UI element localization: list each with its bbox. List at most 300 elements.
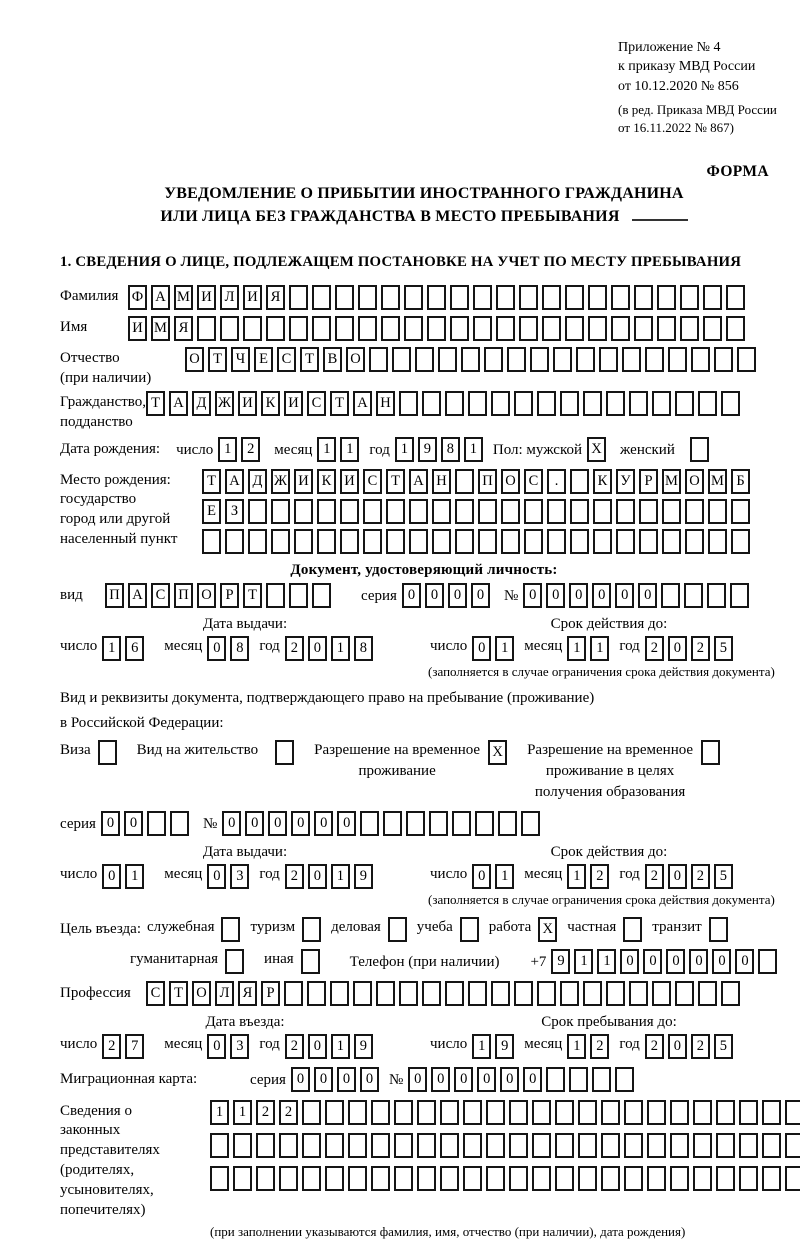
- char-cell[interactable]: 1: [125, 864, 144, 889]
- char-cell[interactable]: [358, 316, 377, 341]
- char-cell[interactable]: [553, 347, 572, 372]
- char-cell[interactable]: 1: [472, 1034, 491, 1059]
- char-cell[interactable]: [417, 1133, 436, 1158]
- char-cell[interactable]: Я: [174, 316, 193, 341]
- checkbox-cell[interactable]: [221, 917, 240, 942]
- char-cell[interactable]: 0: [102, 864, 121, 889]
- char-cell[interactable]: 5: [714, 1034, 733, 1059]
- char-cell[interactable]: [524, 529, 543, 554]
- char-cell[interactable]: [662, 529, 681, 554]
- char-cell[interactable]: 0: [471, 583, 490, 608]
- char-cell[interactable]: [693, 1166, 712, 1191]
- char-cell[interactable]: [703, 316, 722, 341]
- char-cell[interactable]: [475, 811, 494, 836]
- char-cell[interactable]: Т: [146, 391, 165, 416]
- checkbox-cell[interactable]: [302, 917, 321, 942]
- char-cell[interactable]: [371, 1100, 390, 1125]
- char-cell[interactable]: [657, 316, 676, 341]
- char-cell[interactable]: Я: [266, 285, 285, 310]
- char-cell[interactable]: [716, 1166, 735, 1191]
- char-cell[interactable]: [422, 391, 441, 416]
- char-cell[interactable]: 0: [546, 583, 565, 608]
- char-cell[interactable]: Н: [432, 469, 451, 494]
- char-cell[interactable]: 1: [331, 636, 350, 661]
- char-cell[interactable]: Ж: [215, 391, 234, 416]
- char-cell[interactable]: [325, 1100, 344, 1125]
- char-cell[interactable]: [588, 316, 607, 341]
- char-cell[interactable]: [473, 316, 492, 341]
- char-cell[interactable]: [256, 1166, 275, 1191]
- char-cell[interactable]: [248, 529, 267, 554]
- char-cell[interactable]: [406, 811, 425, 836]
- char-cell[interactable]: [279, 1133, 298, 1158]
- char-cell[interactable]: [703, 285, 722, 310]
- char-cell[interactable]: [392, 347, 411, 372]
- char-cell[interactable]: 9: [418, 437, 437, 462]
- checkbox-cell[interactable]: [690, 437, 709, 462]
- checkbox-cell[interactable]: [709, 917, 728, 942]
- char-cell[interactable]: [427, 285, 446, 310]
- char-cell[interactable]: [445, 981, 464, 1006]
- char-cell[interactable]: [450, 316, 469, 341]
- char-cell[interactable]: [478, 499, 497, 524]
- char-cell[interactable]: [555, 1133, 574, 1158]
- char-cell[interactable]: [256, 1133, 275, 1158]
- char-cell[interactable]: [440, 1133, 459, 1158]
- checkbox-cell[interactable]: [623, 917, 642, 942]
- char-cell[interactable]: [147, 811, 166, 836]
- char-cell[interactable]: 1: [590, 636, 609, 661]
- char-cell[interactable]: 0: [523, 583, 542, 608]
- char-cell[interactable]: Т: [169, 981, 188, 1006]
- char-cell[interactable]: 1: [395, 437, 414, 462]
- char-cell[interactable]: [537, 981, 556, 1006]
- char-cell[interactable]: [521, 811, 540, 836]
- checkbox-cell[interactable]: [460, 917, 479, 942]
- char-cell[interactable]: [394, 1100, 413, 1125]
- char-cell[interactable]: [210, 1166, 229, 1191]
- char-cell[interactable]: [289, 285, 308, 310]
- char-cell[interactable]: [530, 347, 549, 372]
- char-cell[interactable]: 6: [125, 636, 144, 661]
- char-cell[interactable]: [340, 529, 359, 554]
- char-cell[interactable]: [371, 1133, 390, 1158]
- char-cell[interactable]: 0: [222, 811, 241, 836]
- char-cell[interactable]: [404, 316, 423, 341]
- char-cell[interactable]: 9: [354, 864, 373, 889]
- char-cell[interactable]: И: [284, 391, 303, 416]
- char-cell[interactable]: О: [346, 347, 365, 372]
- char-cell[interactable]: [670, 1133, 689, 1158]
- char-cell[interactable]: 8: [230, 636, 249, 661]
- char-cell[interactable]: [708, 499, 727, 524]
- char-cell[interactable]: И: [294, 469, 313, 494]
- char-cell[interactable]: [455, 499, 474, 524]
- char-cell[interactable]: [468, 981, 487, 1006]
- char-cell[interactable]: [645, 347, 664, 372]
- char-cell[interactable]: 9: [495, 1034, 514, 1059]
- char-cell[interactable]: Е: [202, 499, 221, 524]
- char-cell[interactable]: [785, 1133, 800, 1158]
- char-cell[interactable]: [731, 529, 750, 554]
- char-cell[interactable]: [463, 1133, 482, 1158]
- char-cell[interactable]: [698, 391, 717, 416]
- char-cell[interactable]: И: [340, 469, 359, 494]
- char-cell[interactable]: [739, 1133, 758, 1158]
- char-cell[interactable]: [624, 1166, 643, 1191]
- char-cell[interactable]: [565, 285, 584, 310]
- char-cell[interactable]: [371, 1166, 390, 1191]
- char-cell[interactable]: А: [353, 391, 372, 416]
- char-cell[interactable]: [279, 1166, 298, 1191]
- char-cell[interactable]: [461, 347, 480, 372]
- char-cell[interactable]: [685, 499, 704, 524]
- char-cell[interactable]: 1: [317, 437, 336, 462]
- char-cell[interactable]: 0: [308, 1034, 327, 1059]
- char-cell[interactable]: [417, 1166, 436, 1191]
- char-cell[interactable]: 7: [125, 1034, 144, 1059]
- char-cell[interactable]: [739, 1166, 758, 1191]
- char-cell[interactable]: 3: [230, 1034, 249, 1059]
- char-cell[interactable]: [335, 285, 354, 310]
- char-cell[interactable]: [616, 499, 635, 524]
- char-cell[interactable]: [404, 285, 423, 310]
- char-cell[interactable]: [555, 1166, 574, 1191]
- char-cell[interactable]: 2: [590, 864, 609, 889]
- char-cell[interactable]: [353, 981, 372, 1006]
- char-cell[interactable]: [478, 529, 497, 554]
- char-cell[interactable]: [662, 499, 681, 524]
- char-cell[interactable]: 2: [645, 636, 664, 661]
- char-cell[interactable]: [468, 391, 487, 416]
- char-cell[interactable]: [486, 1166, 505, 1191]
- char-cell[interactable]: 0: [569, 583, 588, 608]
- char-cell[interactable]: Ж: [271, 469, 290, 494]
- char-cell[interactable]: [624, 1133, 643, 1158]
- char-cell[interactable]: [622, 347, 641, 372]
- char-cell[interactable]: [514, 391, 533, 416]
- checkbox-cell[interactable]: [388, 917, 407, 942]
- char-cell[interactable]: 0: [500, 1067, 519, 1092]
- char-cell[interactable]: [317, 529, 336, 554]
- char-cell[interactable]: 0: [472, 636, 491, 661]
- char-cell[interactable]: Л: [220, 285, 239, 310]
- char-cell[interactable]: 0: [666, 949, 685, 974]
- char-cell[interactable]: Е: [254, 347, 273, 372]
- char-cell[interactable]: [639, 529, 658, 554]
- char-cell[interactable]: [560, 391, 579, 416]
- char-cell[interactable]: [647, 1100, 666, 1125]
- char-cell[interactable]: [691, 347, 710, 372]
- char-cell[interactable]: [570, 469, 589, 494]
- char-cell[interactable]: [652, 981, 671, 1006]
- char-cell[interactable]: 0: [643, 949, 662, 974]
- char-cell[interactable]: [496, 316, 515, 341]
- char-cell[interactable]: [721, 391, 740, 416]
- char-cell[interactable]: О: [501, 469, 520, 494]
- char-cell[interactable]: [233, 1166, 252, 1191]
- char-cell[interactable]: [325, 1133, 344, 1158]
- char-cell[interactable]: 0: [337, 1067, 356, 1092]
- char-cell[interactable]: 0: [101, 811, 120, 836]
- char-cell[interactable]: [294, 499, 313, 524]
- char-cell[interactable]: [386, 499, 405, 524]
- char-cell[interactable]: 8: [354, 636, 373, 661]
- char-cell[interactable]: [593, 499, 612, 524]
- char-cell[interactable]: П: [478, 469, 497, 494]
- char-cell[interactable]: [652, 391, 671, 416]
- char-cell[interactable]: [537, 391, 556, 416]
- char-cell[interactable]: .: [547, 469, 566, 494]
- checkbox-cell[interactable]: X: [538, 917, 557, 942]
- char-cell[interactable]: 0: [408, 1067, 427, 1092]
- char-cell[interactable]: [758, 949, 777, 974]
- char-cell[interactable]: [383, 811, 402, 836]
- char-cell[interactable]: [501, 499, 520, 524]
- char-cell[interactable]: [170, 811, 189, 836]
- char-cell[interactable]: [675, 391, 694, 416]
- char-cell[interactable]: [330, 981, 349, 1006]
- char-cell[interactable]: Я: [238, 981, 257, 1006]
- char-cell[interactable]: 0: [523, 1067, 542, 1092]
- char-cell[interactable]: [486, 1100, 505, 1125]
- char-cell[interactable]: 1: [495, 864, 514, 889]
- char-cell[interactable]: [381, 316, 400, 341]
- char-cell[interactable]: Д: [248, 469, 267, 494]
- char-cell[interactable]: [599, 347, 618, 372]
- char-cell[interactable]: [399, 391, 418, 416]
- char-cell[interactable]: С: [524, 469, 543, 494]
- char-cell[interactable]: [657, 285, 676, 310]
- char-cell[interactable]: [220, 316, 239, 341]
- char-cell[interactable]: [496, 285, 515, 310]
- char-cell[interactable]: Р: [261, 981, 280, 1006]
- char-cell[interactable]: 0: [314, 1067, 333, 1092]
- char-cell[interactable]: [624, 1100, 643, 1125]
- char-cell[interactable]: [593, 529, 612, 554]
- char-cell[interactable]: [565, 316, 584, 341]
- char-cell[interactable]: [519, 285, 538, 310]
- char-cell[interactable]: [317, 499, 336, 524]
- char-cell[interactable]: [634, 285, 653, 310]
- char-cell[interactable]: [432, 529, 451, 554]
- char-cell[interactable]: И: [243, 285, 262, 310]
- char-cell[interactable]: К: [593, 469, 612, 494]
- char-cell[interactable]: [698, 981, 717, 1006]
- char-cell[interactable]: [348, 1166, 367, 1191]
- char-cell[interactable]: 9: [551, 949, 570, 974]
- char-cell[interactable]: Б: [731, 469, 750, 494]
- char-cell[interactable]: [455, 469, 474, 494]
- char-cell[interactable]: 2: [645, 1034, 664, 1059]
- char-cell[interactable]: 0: [245, 811, 264, 836]
- char-cell[interactable]: [369, 347, 388, 372]
- char-cell[interactable]: [647, 1133, 666, 1158]
- char-cell[interactable]: 1: [464, 437, 483, 462]
- char-cell[interactable]: 0: [314, 811, 333, 836]
- char-cell[interactable]: [519, 316, 538, 341]
- char-cell[interactable]: 8: [441, 437, 460, 462]
- char-cell[interactable]: [578, 1100, 597, 1125]
- char-cell[interactable]: [570, 499, 589, 524]
- char-cell[interactable]: [432, 499, 451, 524]
- char-cell[interactable]: [647, 1166, 666, 1191]
- char-cell[interactable]: О: [185, 347, 204, 372]
- char-cell[interactable]: [532, 1166, 551, 1191]
- char-cell[interactable]: [455, 529, 474, 554]
- char-cell[interactable]: 2: [102, 1034, 121, 1059]
- char-cell[interactable]: О: [197, 583, 216, 608]
- char-cell[interactable]: [606, 391, 625, 416]
- char-cell[interactable]: [197, 316, 216, 341]
- char-cell[interactable]: [417, 1100, 436, 1125]
- char-cell[interactable]: [546, 1067, 565, 1092]
- char-cell[interactable]: [670, 1166, 689, 1191]
- checkbox-cell[interactable]: [225, 949, 244, 974]
- char-cell[interactable]: 1: [567, 1034, 586, 1059]
- char-cell[interactable]: [693, 1100, 712, 1125]
- char-cell[interactable]: 2: [285, 1034, 304, 1059]
- char-cell[interactable]: [542, 285, 561, 310]
- char-cell[interactable]: 2: [590, 1034, 609, 1059]
- char-cell[interactable]: [358, 285, 377, 310]
- checkbox-cell[interactable]: [98, 740, 117, 765]
- char-cell[interactable]: [266, 583, 285, 608]
- char-cell[interactable]: 2: [241, 437, 260, 462]
- char-cell[interactable]: 0: [207, 864, 226, 889]
- char-cell[interactable]: [386, 529, 405, 554]
- char-cell[interactable]: 1: [331, 1034, 350, 1059]
- char-cell[interactable]: [294, 529, 313, 554]
- char-cell[interactable]: [415, 347, 434, 372]
- char-cell[interactable]: 0: [207, 636, 226, 661]
- char-cell[interactable]: 2: [645, 864, 664, 889]
- char-cell[interactable]: [532, 1100, 551, 1125]
- char-cell[interactable]: С: [277, 347, 296, 372]
- checkbox-cell[interactable]: [701, 740, 720, 765]
- char-cell[interactable]: [307, 981, 326, 1006]
- char-cell[interactable]: 0: [735, 949, 754, 974]
- char-cell[interactable]: А: [151, 285, 170, 310]
- char-cell[interactable]: [684, 583, 703, 608]
- char-cell[interactable]: А: [409, 469, 428, 494]
- char-cell[interactable]: [560, 981, 579, 1006]
- char-cell[interactable]: В: [323, 347, 342, 372]
- char-cell[interactable]: [578, 1133, 597, 1158]
- char-cell[interactable]: М: [151, 316, 170, 341]
- char-cell[interactable]: А: [169, 391, 188, 416]
- char-cell[interactable]: 0: [425, 583, 444, 608]
- char-cell[interactable]: [547, 499, 566, 524]
- char-cell[interactable]: [450, 285, 469, 310]
- char-cell[interactable]: [514, 981, 533, 1006]
- char-cell[interactable]: [381, 285, 400, 310]
- char-cell[interactable]: [675, 981, 694, 1006]
- char-cell[interactable]: 0: [124, 811, 143, 836]
- char-cell[interactable]: 0: [308, 864, 327, 889]
- char-cell[interactable]: [312, 316, 331, 341]
- char-cell[interactable]: З: [225, 499, 244, 524]
- char-cell[interactable]: [409, 529, 428, 554]
- char-cell[interactable]: [463, 1100, 482, 1125]
- char-cell[interactable]: К: [317, 469, 336, 494]
- char-cell[interactable]: 0: [477, 1067, 496, 1092]
- char-cell[interactable]: 2: [691, 864, 710, 889]
- char-cell[interactable]: [473, 285, 492, 310]
- char-cell[interactable]: [452, 811, 471, 836]
- char-cell[interactable]: 1: [210, 1100, 229, 1125]
- char-cell[interactable]: 1: [495, 636, 514, 661]
- char-cell[interactable]: [606, 981, 625, 1006]
- char-cell[interactable]: [335, 316, 354, 341]
- char-cell[interactable]: [661, 583, 680, 608]
- char-cell[interactable]: [611, 316, 630, 341]
- char-cell[interactable]: 0: [402, 583, 421, 608]
- char-cell[interactable]: [601, 1166, 620, 1191]
- char-cell[interactable]: Т: [330, 391, 349, 416]
- char-cell[interactable]: [289, 316, 308, 341]
- char-cell[interactable]: Т: [386, 469, 405, 494]
- char-cell[interactable]: [547, 529, 566, 554]
- char-cell[interactable]: [634, 316, 653, 341]
- char-cell[interactable]: О: [192, 981, 211, 1006]
- char-cell[interactable]: 0: [268, 811, 287, 836]
- char-cell[interactable]: 0: [615, 583, 634, 608]
- char-cell[interactable]: [693, 1133, 712, 1158]
- char-cell[interactable]: [302, 1166, 321, 1191]
- char-cell[interactable]: [312, 583, 331, 608]
- char-cell[interactable]: И: [238, 391, 257, 416]
- char-cell[interactable]: [685, 529, 704, 554]
- char-cell[interactable]: 2: [691, 1034, 710, 1059]
- char-cell[interactable]: [440, 1166, 459, 1191]
- char-cell[interactable]: [399, 981, 418, 1006]
- char-cell[interactable]: П: [105, 583, 124, 608]
- char-cell[interactable]: [429, 811, 448, 836]
- char-cell[interactable]: [498, 811, 517, 836]
- char-cell[interactable]: Ч: [231, 347, 250, 372]
- char-cell[interactable]: К: [261, 391, 280, 416]
- char-cell[interactable]: С: [307, 391, 326, 416]
- char-cell[interactable]: [555, 1100, 574, 1125]
- char-cell[interactable]: [348, 1133, 367, 1158]
- char-cell[interactable]: [601, 1100, 620, 1125]
- char-cell[interactable]: С: [146, 981, 165, 1006]
- char-cell[interactable]: 0: [431, 1067, 450, 1092]
- char-cell[interactable]: [340, 499, 359, 524]
- char-cell[interactable]: [616, 529, 635, 554]
- char-cell[interactable]: Т: [202, 469, 221, 494]
- char-cell[interactable]: 0: [448, 583, 467, 608]
- char-cell[interactable]: [491, 981, 510, 1006]
- checkbox-cell[interactable]: X: [587, 437, 606, 462]
- char-cell[interactable]: И: [197, 285, 216, 310]
- char-cell[interactable]: 0: [620, 949, 639, 974]
- char-cell[interactable]: 0: [308, 636, 327, 661]
- char-cell[interactable]: С: [151, 583, 170, 608]
- char-cell[interactable]: 1: [102, 636, 121, 661]
- char-cell[interactable]: 0: [337, 811, 356, 836]
- char-cell[interactable]: [210, 1133, 229, 1158]
- char-cell[interactable]: 2: [256, 1100, 275, 1125]
- char-cell[interactable]: [440, 1100, 459, 1125]
- char-cell[interactable]: [524, 499, 543, 524]
- char-cell[interactable]: [363, 499, 382, 524]
- char-cell[interactable]: 0: [689, 949, 708, 974]
- char-cell[interactable]: 0: [668, 864, 687, 889]
- char-cell[interactable]: 1: [233, 1100, 252, 1125]
- char-cell[interactable]: 0: [592, 583, 611, 608]
